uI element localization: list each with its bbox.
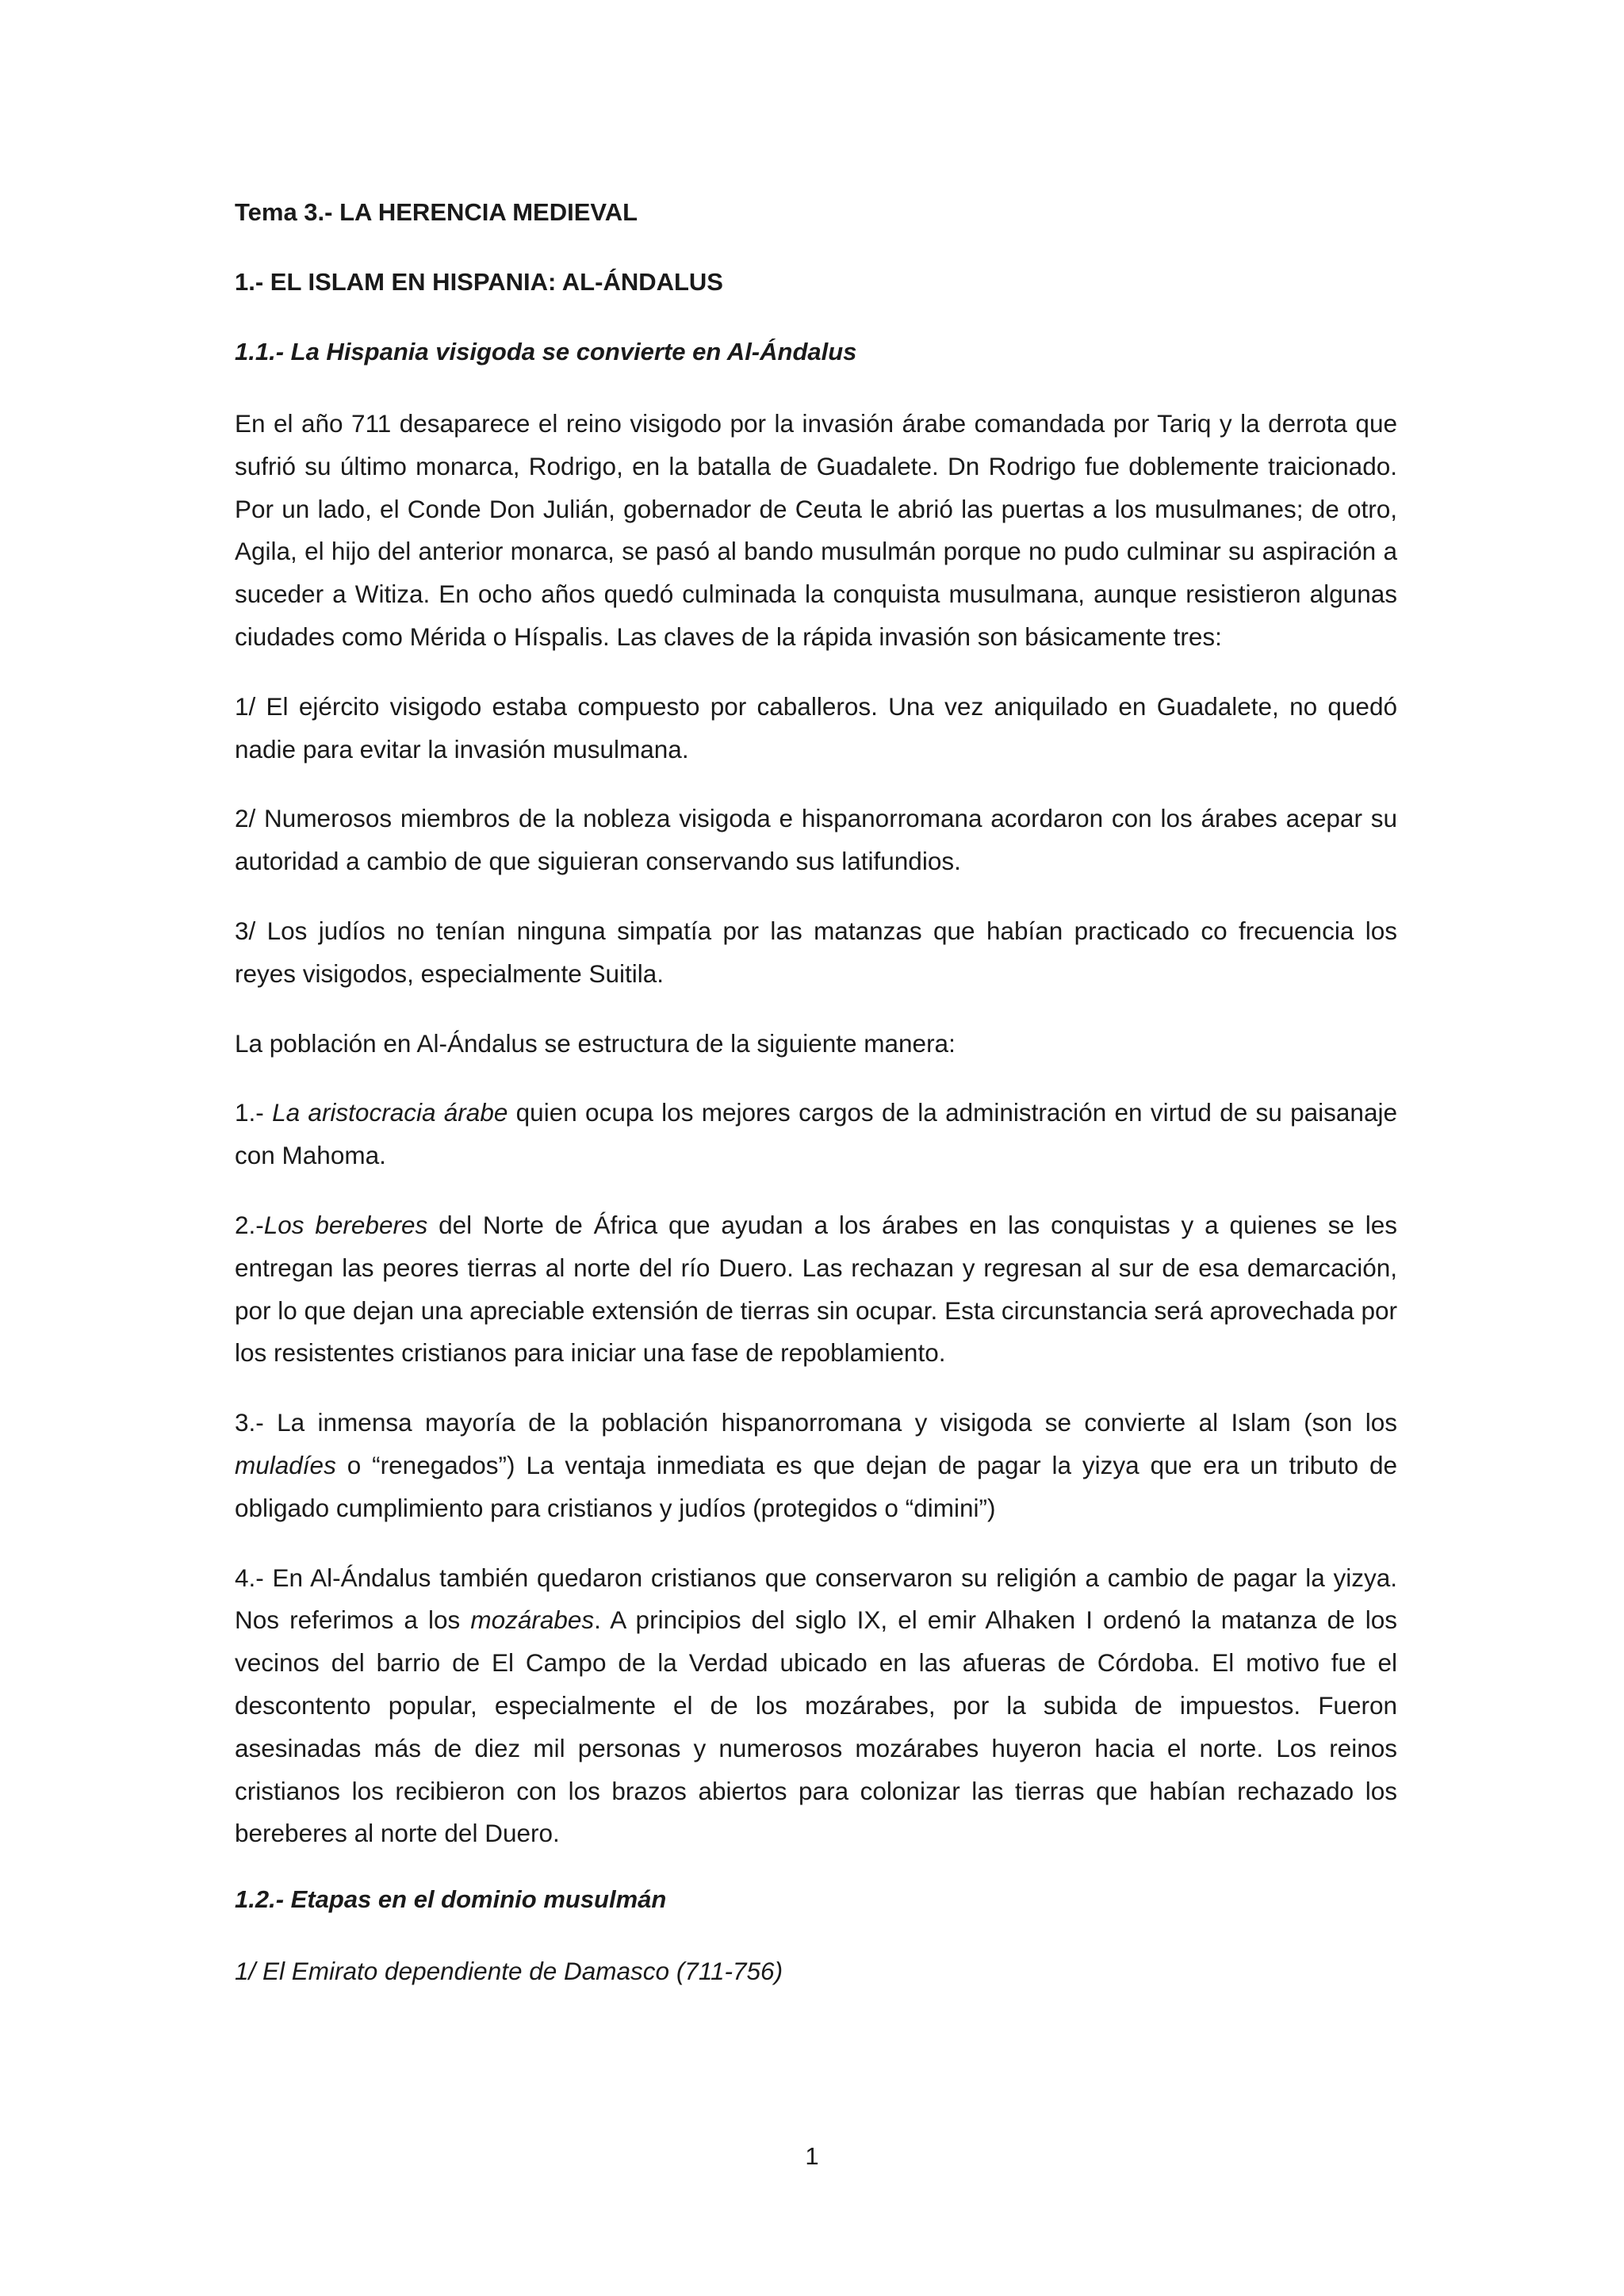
population-item-2-text: del Norte de África que ayudan a los árabes en las conquistas y a quienes se les entregan las peores tierras al norte del río Duero. Las rechazan y regresan al sur de esa demarcación, por lo que dejan una apreciable extensión de tierras sin ocupar. Esta circunstancia será aprovechada por los resistentes cristianos para iniciar una fase de repoblamiento. (235, 1210, 1397, 1368)
population-item-3-term: muladíes (235, 1450, 336, 1479)
population-item-2-prefix: 2.- (235, 1210, 264, 1239)
population-item-3-prefix: 3.- La inmensa mayoría de la población hispanorromana y visigoda se convierte al Islam (son los (235, 1408, 1397, 1437)
page-number: 1 (805, 2142, 819, 2170)
subsection-heading-1-1: 1.1.- La Hispania visigoda se convierte en Al-Ándalus (235, 338, 857, 365)
section-heading: 1.- EL ISLAM EN HISPANIA: AL-ÁNDALUS (235, 268, 723, 296)
population-item-3-text: o “renegados”) La ventaja inmediata es que dejan de pagar la yizya que era un tributo de obligado cumplimiento para cristianos y judíos (protegidos o “dimini”) (235, 1450, 1397, 1522)
key-point-3: 3/ Los judíos no tenían ninguna simpatía por las matanzas que habían practicado co frecuencia los reyes visigodos, especialmente Suitila. (235, 916, 1397, 988)
population-item-1-prefix: 1.- (235, 1098, 273, 1127)
document-page (235, 195, 1397, 1993)
population-item-1-term: La aristocracia árabe (272, 1098, 508, 1127)
population-item-1-text: quien ocupa los mejores cargos de la administración en virtud de su paisanaje con Mahoma. (235, 1098, 1397, 1170)
key-point-2: 2/ Numerosos miembros de la nobleza visigoda e hispanorromana acordaron con los árabes acepar su autoridad a cambio de que siguieran conservando sus latifundios. (235, 804, 1397, 876)
key-point-1: 1/ El ejército visigodo estaba compuesto por caballeros. Una vez aniquilado en Guadalete, no quedó nadie para evitar la invasión musulmana. (235, 691, 1397, 763)
population-intro: La población en Al-Ándalus se estructura de la siguiente manera: (235, 1028, 956, 1058)
population-item-2 (235, 1204, 1397, 1375)
population-item-4-text: . A principios del siglo IX, el emir Alhaken I ordenó la matanza de los vecinos del barrio de El Campo de la Verdad ubicado en las afueras de Córdoba. El motivo fue el descontento popular, especialmente el de los mozárabes, por la subida de impuestos. Fueron asesinadas más de diez mil personas y numerosos mozárabes huyeron hacia el norte. Los reinos cristianos los recibieron con los brazos abiertos para colonizar las tierras que habían rechazado los bereberes al norte del Duero. (235, 1605, 1397, 1848)
document-title: Tema 3.- LA HERENCIA MEDIEVAL (235, 198, 638, 226)
population-item-2-term: Los bereberes (263, 1210, 428, 1239)
population-item-1 (235, 1092, 1397, 1177)
subsection-heading-1-2: 1.2.- Etapas en el dominio musulmán (235, 1885, 667, 1914)
population-item-4 (235, 1557, 1397, 1856)
intro-paragraph: En el año 711 desaparece el reino visigodo por la invasión árabe comandada por Tariq y la derrota que sufrió su último monarca, Rodrigo, en la batalla de Guadalete. Dn Rodrigo fue doblemente traicionado. Por un lado, el Conde Don Julián, gobernador de Ceuta le abrió las puertas a los musulmanes; de otro, Agila, el hijo del anterior monarca, se pasó al bando musulmán porque no pudo culminar su aspiración a suceder a Witiza. En ocho años quedó culminada la conquista musulmana, aunque resistieron algunas ciudades como Mérida o Híspalis. Las claves de la rápida invasión son básicamente tres: (235, 409, 1397, 651)
population-item-4-prefix: 4.- En Al-Ándalus también quedaron cristianos que conservaron su religión a cambio de pagar la yizya. Nos referimos a los (235, 1563, 1397, 1635)
population-item-4-term: mozárabes (470, 1605, 595, 1635)
subsubsection-heading-emirato: 1/ El Emirato dependiente de Damasco (711-756) (235, 1957, 783, 1986)
population-item-3 (235, 1402, 1397, 1529)
